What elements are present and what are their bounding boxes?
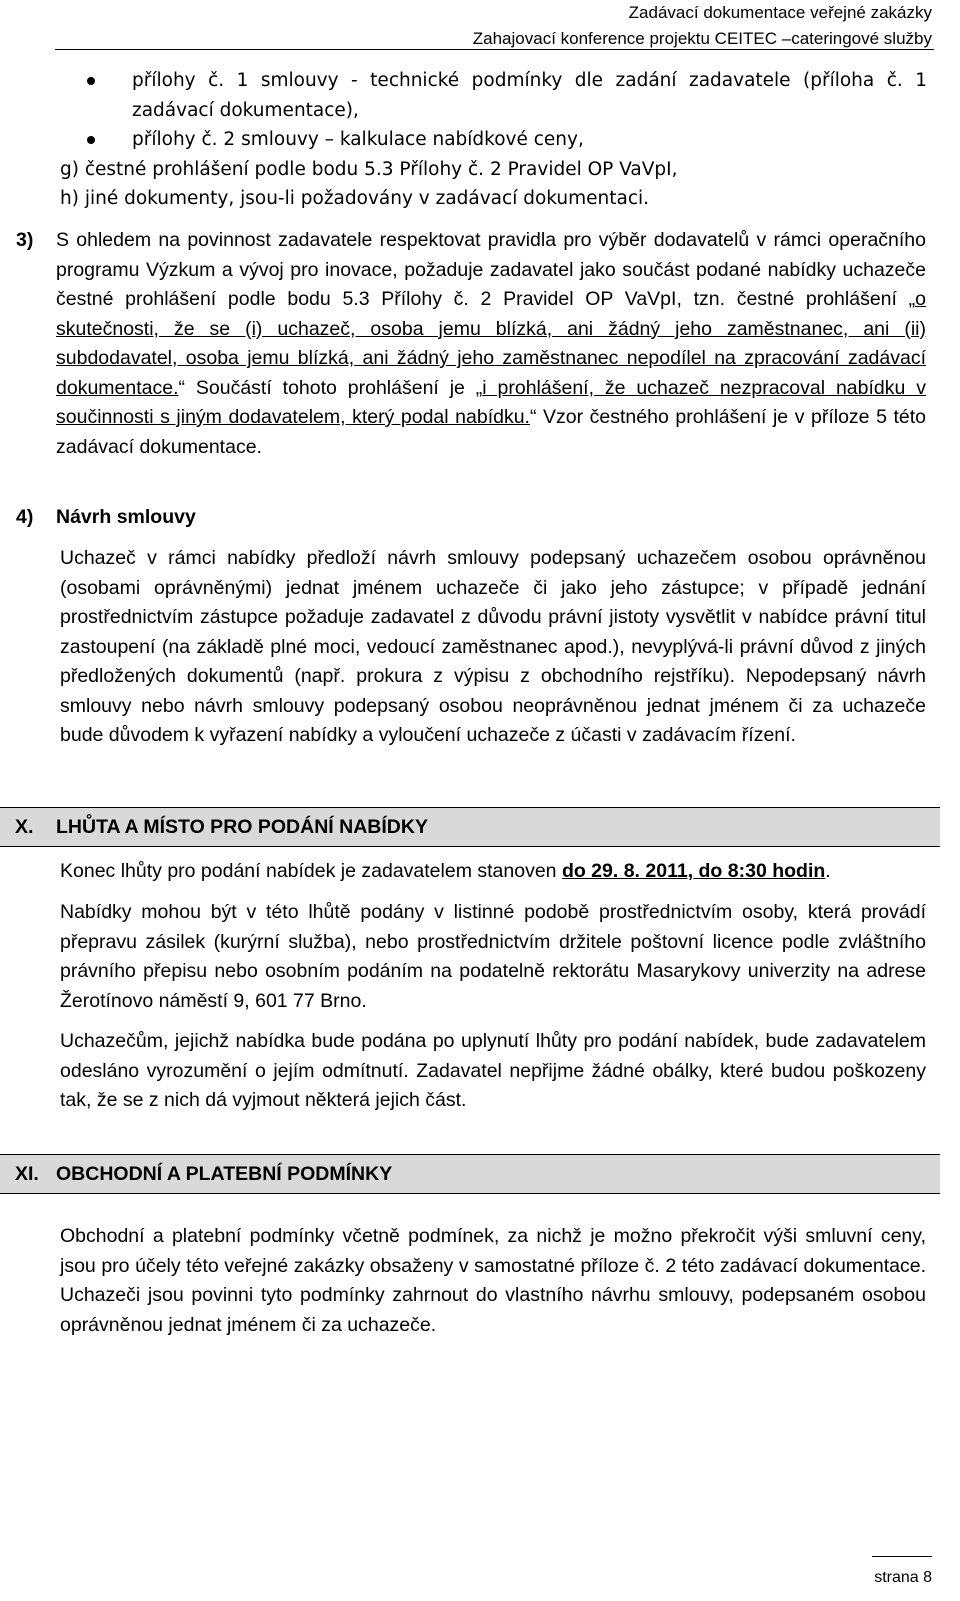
list-item-g: g) čestné prohlášení podle bodu 5.3 Přílohy č. 2 Pravidel OP VaVpI, [60, 159, 678, 180]
point-4-title: Návrh smlouvy [56, 506, 196, 528]
point-4-number: 4) [16, 506, 34, 528]
page-header [473, 0, 932, 52]
point-3-text [56, 226, 926, 462]
header-rule [55, 49, 934, 50]
point-3-text-a: S ohledem na povinnost zadavatele respektovat pravidla pro výběr dodavatelů v rámci operačního programu Výzkum a vývoj pro inovace, požaduje zadavatel jako součást podané nabídky uchazeče čestné prohlášení podle bodu 5.3 Přílohy č. 2 Pravidel OP VaVpI, tzn. čestné prohlášení „ [56, 229, 926, 310]
section-x-number: X. [15, 816, 34, 838]
section-xi-title: OBCHODNÍ A PLATEBNÍ PODMÍNKY [56, 1163, 393, 1185]
bullet-icon [87, 136, 95, 144]
bullet-item-2 [97, 125, 927, 155]
bullet-icon [87, 77, 95, 85]
page-number: strana 8 [874, 1569, 932, 1586]
header-title: Zadávací dokumentace veřejné zakázky [628, 3, 932, 22]
deadline-value: do 29. 8. 2011, do 8:30 hodin [561, 860, 826, 882]
section-xi-heading [0, 1154, 940, 1194]
point-3-text-c: “ Vzor čestného prohlášení je v příloze 5 této zadávací dokumentace. [56, 406, 926, 458]
bullet-text-1: přílohy č. 1 smlouvy - technické podmínky dle zadání zadavatele (příloha č. 1 zadávací dokumentace), [132, 70, 927, 121]
bullet-text-2: přílohy č. 2 smlouvy – kalkulace nabídkové ceny, [132, 129, 584, 150]
footer-rule [872, 1556, 932, 1557]
point-3-text-b: “ Součástí tohoto prohlášení je „ [178, 376, 483, 399]
section-x-title: LHŮTA A MÍSTO PRO PODÁNÍ NABÍDKY [56, 816, 428, 838]
section-x-paragraph-3: Uchazečům, jejichž nabídka bude podána po uplynutí lhůty pro podání nabídek, bude zadavatelem odesláno vyrozumění o jejím odmítnutí. Zadavatel nepřijme žádné obálky, které budou poškozeny tak, že se z nich dá vyjmout některá jejich část. [60, 1030, 926, 1111]
point-3-number: 3) [16, 229, 34, 251]
point-3-underlined-2: i prohlášení, že uchazeč nezpracoval nabídku v součinnosti s jiným dodavatelem, který podal nabídku. [56, 376, 926, 428]
section-xi-number: XI. [15, 1163, 39, 1185]
list-item-h: h) jiné dokumenty, jsou-li požadovány v zadávací dokumentaci. [60, 188, 650, 209]
point-4-text: Uchazeč v rámci nabídky předloží návrh smlouvy podepsaný uchazečem osobou oprávněnou (osobami oprávněnými) jednat jménem uchazeče či jako jeho zástupce; v případě jednání prostřednictvím zástupce požaduje zadavatel z důvodu právní jistoty vysvětlit v nabídce právní titul zastoupení (na základě plné moci, vedoucí zaměstnanec apod.), nevyplývá-li právní důvod z jiných předložených dokumentů (např. prokura z výpisu z obchodního rejstříku). Nepodepsaný návrh smlouvy nebo návrh smlouvy podepsaný osobou neoprávněnou jednat jménem či za uchazeče bude důvodem k vyřazení nabídky a vyloučení uchazeče z účasti v zadávacím řízení. [60, 547, 926, 746]
section-xi-paragraph: Obchodní a platební podmínky včetně podmínek, za nichž je možno překročit výši smluvní ceny, jsou pro účely této veřejné zakázky obsaženy v samostatné příloze č. 2 této zadávací dokumentace. Uchazeči jsou povinni tyto podmínky zahrnout do vlastního návrhu smlouvy, podepsaném osobou oprávněnou jednat jménem či za uchazeče. [60, 1225, 926, 1336]
section-x-paragraph-2: Nabídky mohou být v této lhůtě podány v listinné podobě prostřednictvím osoby, která provádí přepravu zásilek (kurýrní služba), nebo prostřednictvím držitele poštovní licence podle zvláštního právního přepisu nebo osobním podáním na podatelně rektorátu Masarykovy univerzity na adrese Žerotínovo náměstí 9, 601 77 Brno. [60, 901, 926, 1012]
section-x-heading [0, 807, 940, 847]
point-3-underlined-1: o skutečnosti, že se (i) uchazeč, osoba jemu blízká, ani žádný jeho zaměstnanec, ani (ii) subdodavatel, osoba jemu blízká, ani žádný jeho zaměstnanec nepodílel na zpracování zadávací dokumentace. [56, 288, 926, 399]
deadline-end: . [825, 860, 831, 882]
header-subtitle: Zahajovací konference projektu CEITEC –cateringové služby [472, 29, 932, 48]
deadline-intro: Konec lhůty pro podání nabídek je zadavatelem stanoven [60, 860, 562, 882]
bullet-item-1 [97, 66, 927, 125]
section-x-deadline [60, 857, 926, 887]
